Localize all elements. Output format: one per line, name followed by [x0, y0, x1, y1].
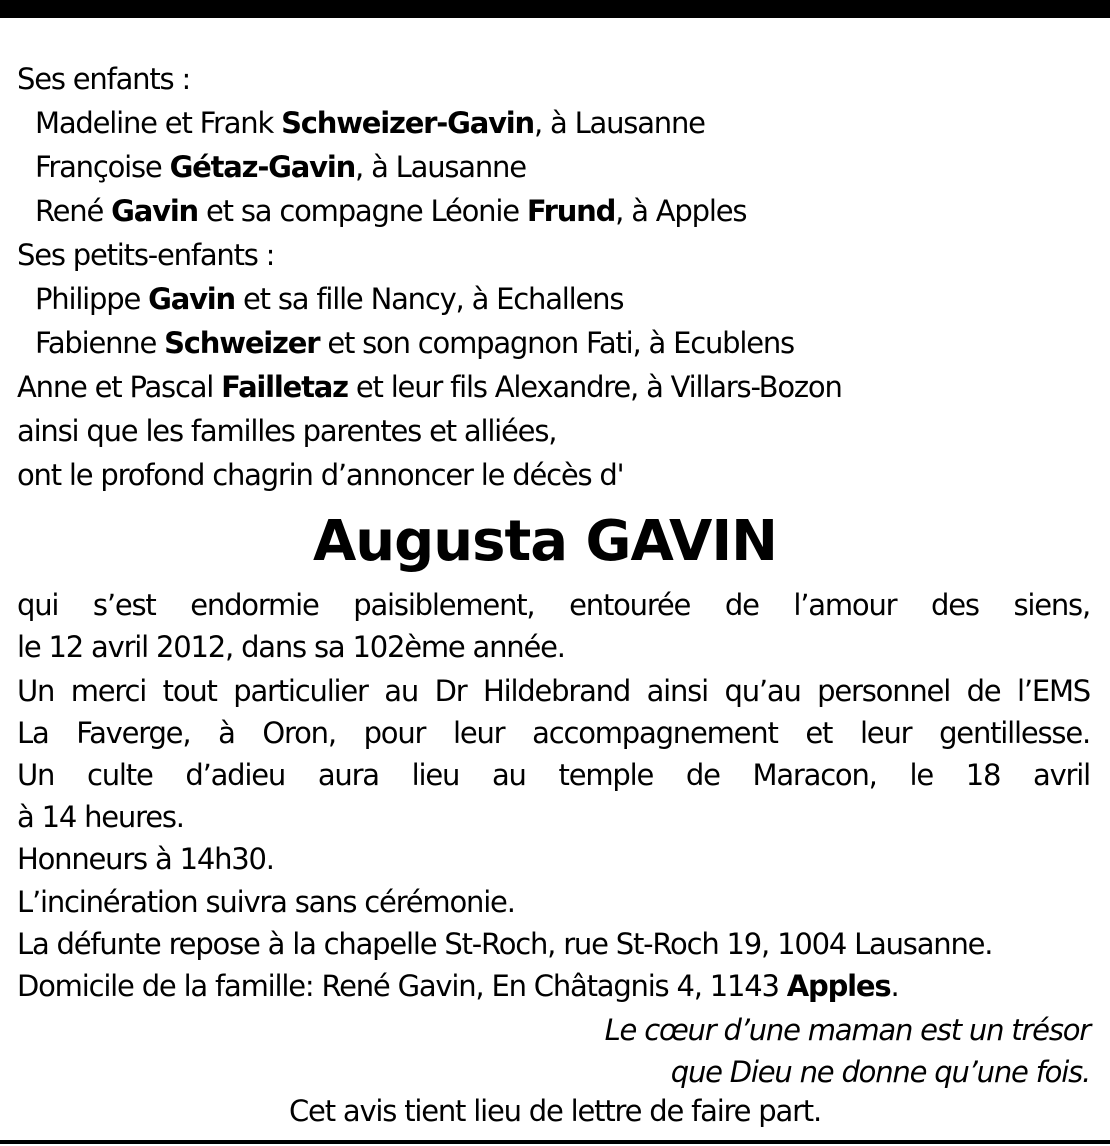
domicile-address: Domicile de la famille: René Gavin, En Châtagnis 4, 1143 — [17, 969, 787, 1003]
body-line-7: Honneurs à 14h30. — [17, 842, 274, 876]
body-line-4: La Faverge, à Oron, pour leur accompagnement et leur gentillesse. — [17, 716, 1090, 750]
body-line-3: Un merci tout particulier au Dr Hildebrand ainsi qu’au personnel de l’EMS — [17, 674, 1090, 708]
footer-note: Cet avis tient lieu de lettre de faire part. — [289, 1094, 821, 1128]
petit-enfant-2-given: Fabienne — [35, 326, 165, 360]
familles-line: ainsi que les familles parentes et alliées, — [17, 414, 557, 448]
other-family-given: Anne et Pascal — [17, 370, 222, 404]
enfant-2-place: , à Lausanne — [355, 150, 526, 184]
other-family-line — [17, 365, 842, 409]
top-border-rule — [0, 0, 1110, 18]
enfant-line-3 — [35, 189, 746, 233]
petit-enfant-line-2 — [35, 321, 794, 365]
other-family-detail: et leur fils Alexandre, à Villars-Bozon — [347, 370, 842, 404]
domicile-line — [17, 964, 898, 1008]
enfant-2-given: Françoise — [35, 150, 170, 184]
annonce-line: ont le profond chagrin d’annoncer le décès d' — [17, 458, 624, 492]
enfant-1-surname: Schweizer-Gavin — [281, 106, 534, 140]
enfant-3-surname: Gavin — [111, 194, 199, 228]
domicile-town: Apples — [786, 969, 891, 1003]
enfant-line-2 — [35, 145, 526, 189]
petit-enfant-1-surname: Gavin — [148, 282, 235, 316]
enfant-2-surname: Gétaz-Gavin — [169, 150, 356, 184]
petit-enfant-2-detail: et son compagnon Fati, à Ecublens — [319, 326, 794, 360]
enfant-3-place: , à Apples — [615, 194, 747, 228]
enfants-heading: Ses enfants : — [17, 62, 191, 96]
enfant-3-given: René — [35, 194, 112, 228]
petits-enfants-heading: Ses petits-enfants : — [17, 238, 275, 272]
body-line-8: L’incinération suivra sans cérémonie. — [17, 885, 515, 919]
bottom-border-rule — [0, 1140, 1110, 1144]
body-line-2: le 12 avril 2012, dans sa 102ème année. — [17, 630, 565, 664]
petit-enfant-1-given: Philippe — [35, 282, 149, 316]
domicile-period: . — [890, 969, 899, 1003]
enfant-3-partner-surname: Frund — [526, 194, 616, 228]
enfant-line-1 — [35, 101, 705, 145]
enfant-1-given: Madeline et Frank — [35, 106, 282, 140]
petit-enfant-line-1 — [35, 277, 623, 321]
enfant-3-partner: et sa compagne Léonie — [198, 194, 527, 228]
enfant-1-place: , à Lausanne — [533, 106, 705, 140]
other-family-surname: Failletaz — [221, 370, 348, 404]
petit-enfant-1-detail: et sa fille Nancy, à Echallens — [235, 282, 624, 316]
body-line-5: Un culte d’adieu aura lieu au temple de Maracon, le 18 avril — [17, 758, 1090, 792]
body-line-1: qui s’est endormie paisiblement, entourée de l’amour des siens, — [17, 588, 1090, 622]
quote-line-1: Le cœur d’une maman est un trésor — [604, 1013, 1090, 1047]
body-line-6: à 14 heures. — [17, 800, 184, 834]
deceased-name: Augusta GAVIN — [312, 509, 778, 574]
quote-line-2: que Dieu ne donne qu’une fois. — [670, 1055, 1090, 1089]
body-line-9: La défunte repose à la chapelle St-Roch, rue St-Roch 19, 1004 Lausanne. — [17, 927, 993, 961]
petit-enfant-2-surname: Schweizer — [164, 326, 320, 360]
